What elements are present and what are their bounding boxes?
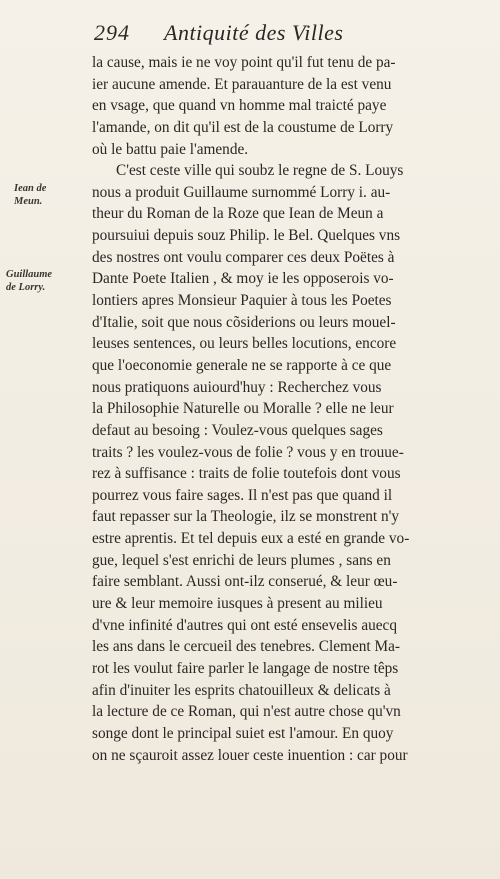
text-line: où le battu paie l'amende. <box>92 140 249 158</box>
text-line: la lecture de ce Roman, qui n'est autre chose qu'vn <box>92 703 401 721</box>
text-line: defaut au besoing : Voulez-vous quelques sages <box>92 421 383 439</box>
page-number: 294 <box>94 20 130 45</box>
running-title: Antiquité des Villes <box>164 20 344 45</box>
body-text <box>92 52 484 766</box>
text-line: rot les voulut faire parler le langage de nostre têps <box>92 659 399 677</box>
text-line: les ans dans le cercueil des tenebres. Clement Ma- <box>92 638 400 656</box>
text-line: traits ? les voulez-vous de folie ? vous y en trouue- <box>92 443 404 461</box>
text-line: la cause, mais ie ne voy point qu'il fut tenu de pa- <box>92 54 396 71</box>
page-header <box>94 18 484 48</box>
text-line: Dante Poete Italien , & moy ie les opposerois vo- <box>92 270 394 288</box>
text-line: en vsage, que quand vn homme mal traicté paye <box>92 97 387 115</box>
text-line: C'est ceste ville qui soubz le regne de S. Louys <box>116 162 404 180</box>
text-line: pourrez vous faire sages. Il n'est pas que quand il <box>92 486 393 504</box>
margin-note-line: Guillaume <box>6 269 53 280</box>
text-line: d'vne infinité d'autres qui ont esté ensevelis auecq <box>92 616 397 634</box>
text-line: theur du Roman de la Roze que Iean de Meun a <box>92 205 384 223</box>
text-line: afin d'inuiter les esprits chatouilleux & delicats à <box>92 681 391 699</box>
text-line: ure & leur memoire iusques à present au milieu <box>92 595 383 613</box>
text-line: lontiers apres Monsieur Paquier à tous les Poetes <box>92 292 392 310</box>
text-line: faire semblant. Aussi ont-ilz conserué, & leur œu- <box>92 573 398 591</box>
text-line: des nostres ont voulu comparer ces deux Poëtes à <box>92 248 395 266</box>
text-line: l'amande, on dit qu'il est de la coustume de Lorry <box>92 118 394 136</box>
text-line: poursuiui depuis souz Philip. le Bel. Quelques vns <box>92 227 401 245</box>
text-line: rez à suffisance : traits de folie toutefois dont vous <box>92 465 401 483</box>
text-line: faut repasser sur la Theologie, ilz se monstrent n'y <box>92 508 400 526</box>
margin-note-jean-de-meun <box>14 182 84 208</box>
text-line: leuses sentences, ou leurs belles locutions, encore <box>92 335 397 353</box>
text-line: la Philosophie Naturelle ou Moralle ? elle ne leur <box>92 400 394 418</box>
text-line: on ne sçauroit assez louer ceste inuention : car pour <box>92 746 408 764</box>
text-line: gue, lequel s'est enrichi de leurs plumes , sans en <box>92 551 391 569</box>
text-line: estre aprentis. Et tel depuis eux a esté en grande vo- <box>92 530 410 548</box>
text-line: songe dont le principal suiet est l'amour. En quoy <box>92 724 394 742</box>
text-line: d'Italie, soit que nous cõsiderions ou leurs mouel- <box>92 313 396 331</box>
text-line: nous a produit Guillaume surnommé Lorry i. au- <box>92 183 391 201</box>
text-line: que l'oeconomie generale ne se rapporte à ce que <box>92 356 392 374</box>
margin-note-line: Meun. <box>14 196 43 207</box>
text-line: ier aucune amende. Et parauanture de la est venu <box>92 75 392 93</box>
margin-note-line: Iean de <box>14 183 47 194</box>
text-line: nous pratiquons auiourd'huy : Recherchez vous <box>92 378 382 396</box>
margin-note-line: de Lorry. <box>6 282 46 293</box>
margin-note-guillaume-de-lorry <box>6 268 76 294</box>
